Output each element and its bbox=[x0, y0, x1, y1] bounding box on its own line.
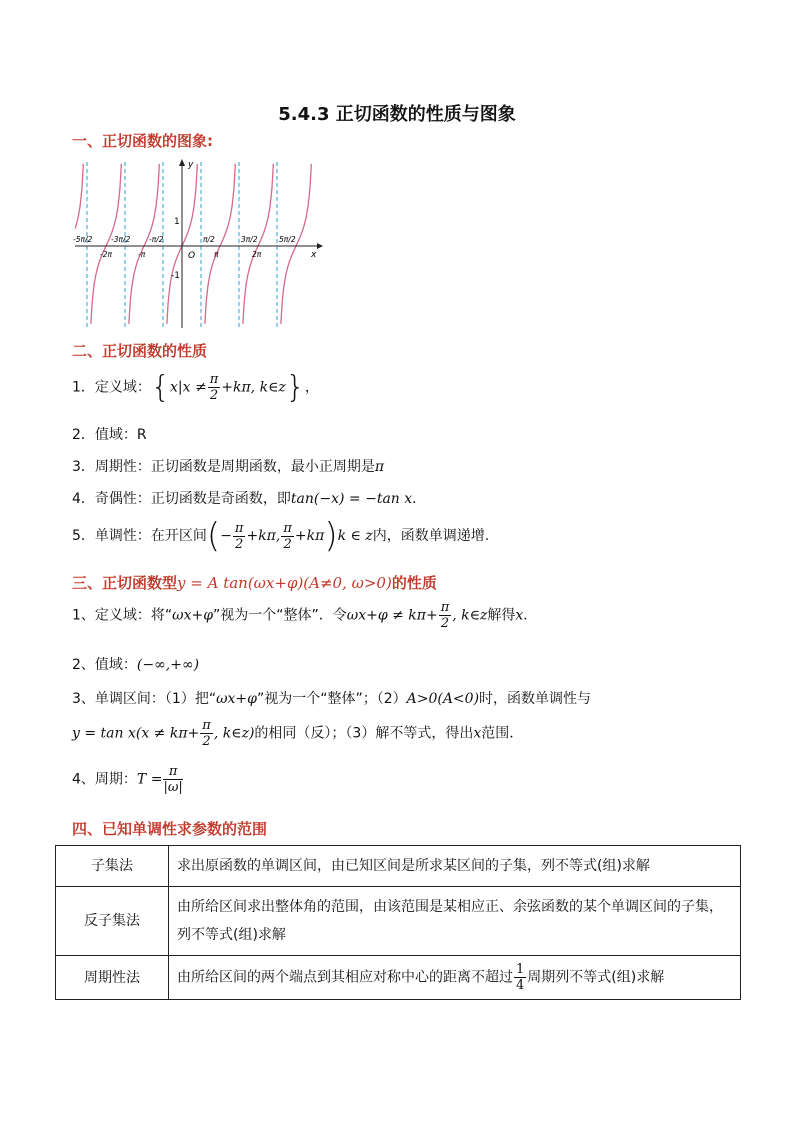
item-text: 范围． bbox=[481, 725, 524, 742]
method-name: 周期性法 bbox=[56, 956, 169, 1000]
frac-den: 4 bbox=[516, 978, 525, 993]
x-axis-label: x bbox=[311, 250, 317, 260]
section-3-heading bbox=[72, 572, 437, 593]
item-text: 3．周期性：正切函数是周期函数，最小正周期是 bbox=[72, 459, 375, 475]
property-period bbox=[72, 456, 384, 476]
frac-num: π bbox=[209, 372, 219, 387]
math-text: x ≠ bbox=[182, 379, 207, 396]
item-text: 4、周期： bbox=[72, 771, 137, 788]
item-text: 1、定义域：将“ bbox=[72, 607, 173, 624]
punctuation: ． bbox=[523, 607, 538, 624]
method-desc: 求出原函数的单调区间，由已知区间是所求某区间的子集，列不等式(组)求解 bbox=[169, 846, 741, 887]
frac-num: π bbox=[440, 600, 450, 615]
math-text: π bbox=[374, 459, 385, 475]
section-4-heading: 四、已知单调性求参数的范围 bbox=[72, 820, 268, 838]
property-range: 2．值域：R bbox=[72, 427, 147, 443]
x-tick-label: 2π bbox=[252, 250, 262, 259]
frac-den: 2 bbox=[209, 388, 219, 403]
math-text: − bbox=[220, 528, 232, 544]
item-label: 定义域： bbox=[94, 379, 151, 396]
property-monotonic: 5．单调性：在开区间(− $\frac{\pi}{2}$ +kπ, $\frac{\pi}{2}$ +kπ)k ∈ z内，函数单调递增. bbox=[72, 516, 490, 556]
type-monotonic bbox=[72, 688, 591, 708]
item-text: 2、值域： bbox=[72, 657, 137, 673]
item-text: ”视为一个“整体”．令 bbox=[213, 607, 347, 624]
item-text: 内，函数单调递增. bbox=[372, 528, 490, 544]
method-name: 反子集法 bbox=[56, 887, 169, 956]
frac-num: π bbox=[202, 718, 211, 733]
y-tick-1: 1 bbox=[174, 217, 180, 227]
section-1-heading: 一、正切函数的图象: bbox=[72, 132, 213, 150]
item-text: 4．奇偶性：正切函数是奇函数，即 bbox=[72, 491, 291, 507]
x-ticks bbox=[73, 235, 296, 259]
method-desc: 由所给区间求出整体角的范围，由该范围是某相应正、余弦函数的某个单调区间的子集，列不等式(组)求解 bbox=[169, 887, 741, 956]
math-text: ωx+φ bbox=[216, 691, 257, 707]
math-text: ωx+φ bbox=[172, 607, 214, 624]
table-row bbox=[56, 887, 741, 956]
math-text: , k∈z bbox=[452, 607, 488, 624]
math-text: x bbox=[170, 379, 178, 396]
property-parity bbox=[72, 488, 426, 508]
frac-den: |ω| bbox=[163, 780, 183, 795]
math-text: +kπ, k∈z bbox=[221, 379, 286, 396]
x-tick-label: π bbox=[214, 250, 219, 259]
item-text: ”视为一个“整体”；（2） bbox=[256, 691, 407, 707]
frac-num: 1 bbox=[516, 962, 525, 977]
heading-formula: y = A tan(ωx+φ)(A≠0, ω>0) bbox=[177, 574, 392, 592]
math-text: T = bbox=[136, 771, 163, 788]
desc-text: 周期列不等式(组)求解 bbox=[527, 969, 665, 986]
frac-den: 2 bbox=[440, 616, 450, 631]
math-text: , k∈z) bbox=[213, 725, 255, 742]
math-text: x bbox=[515, 607, 524, 624]
type-range bbox=[72, 654, 199, 674]
punctuation: ． bbox=[412, 491, 427, 507]
y-tick-neg1: -1 bbox=[171, 271, 180, 281]
x-axis-arrow bbox=[317, 243, 323, 249]
y-axis-arrow bbox=[179, 159, 185, 166]
section-2-heading: 二、正切函数的性质 bbox=[72, 342, 208, 360]
method-name: 子集法 bbox=[56, 846, 169, 887]
x-tick-label: -π bbox=[138, 250, 146, 259]
y-axis-label: y bbox=[188, 160, 194, 170]
type-monotonic-cont bbox=[72, 718, 523, 749]
frac-num: π bbox=[283, 520, 292, 536]
table-row bbox=[56, 846, 741, 887]
x-tick-label: -2π bbox=[100, 250, 112, 259]
method-desc bbox=[169, 956, 741, 1000]
methods-table bbox=[55, 845, 741, 1000]
x-tick-label: π/2 bbox=[203, 235, 215, 244]
math-text: tan(−x) = −tan x bbox=[290, 491, 413, 507]
tangent-graph bbox=[75, 158, 325, 330]
punctuation: ， bbox=[304, 379, 319, 396]
math-text: +kπ, bbox=[246, 528, 281, 544]
x-tick-label: 3π/2 bbox=[241, 235, 258, 244]
item-number: 1． bbox=[72, 379, 95, 396]
page-title: 5.4.3 正切函数的性质与图象 bbox=[278, 104, 516, 125]
math-text: +kπ bbox=[294, 528, 325, 544]
x-tick-label: -5π/2 bbox=[73, 235, 93, 244]
property-domain: 1．定义域：{x|x ≠ $\frac{\pi}{2}$ +kπ, k∈z}， bbox=[72, 370, 319, 405]
frac-den: 2 bbox=[202, 734, 211, 749]
heading-text: 的性质 bbox=[391, 574, 437, 592]
frac-num: π bbox=[234, 520, 244, 536]
desc-text: 由所给区间的两个端点到其相应对称中心的距离不超过 bbox=[177, 969, 513, 986]
math-text: k ∈ z bbox=[337, 528, 373, 544]
x-tick-label: -π/2 bbox=[149, 235, 164, 244]
math-text: y = tan x(x ≠ kπ+ bbox=[72, 725, 200, 742]
frac-den: 2 bbox=[235, 536, 244, 552]
math-text: ωx+φ ≠ kπ+ bbox=[346, 607, 438, 624]
type-period bbox=[72, 764, 184, 795]
item-text: 的相同（反）；（3）解不等式，得出 bbox=[254, 725, 474, 742]
origin-label: O bbox=[188, 251, 196, 261]
x-tick-label: 5π/2 bbox=[279, 235, 296, 244]
math-text: A>0(A<0) bbox=[406, 691, 480, 707]
x-tick-label: -3π/2 bbox=[111, 235, 131, 244]
table-row bbox=[56, 956, 741, 1000]
frac-den: 2 bbox=[283, 536, 292, 552]
item-text: 解得 bbox=[487, 607, 516, 624]
math-text: x bbox=[473, 725, 482, 742]
math-text: (−∞,+∞) bbox=[136, 657, 200, 673]
item-text: 时，函数单调性与 bbox=[479, 691, 592, 707]
type-domain bbox=[72, 600, 537, 631]
tangent-branch bbox=[75, 164, 83, 229]
item-text: 3、单调区间：（1）把“ bbox=[72, 691, 217, 707]
frac-num: π bbox=[163, 764, 182, 780]
math-text: | bbox=[177, 379, 183, 396]
heading-text: 三、正切函数型 bbox=[72, 574, 178, 592]
item-text: 5．单调性：在开区间 bbox=[72, 528, 207, 544]
